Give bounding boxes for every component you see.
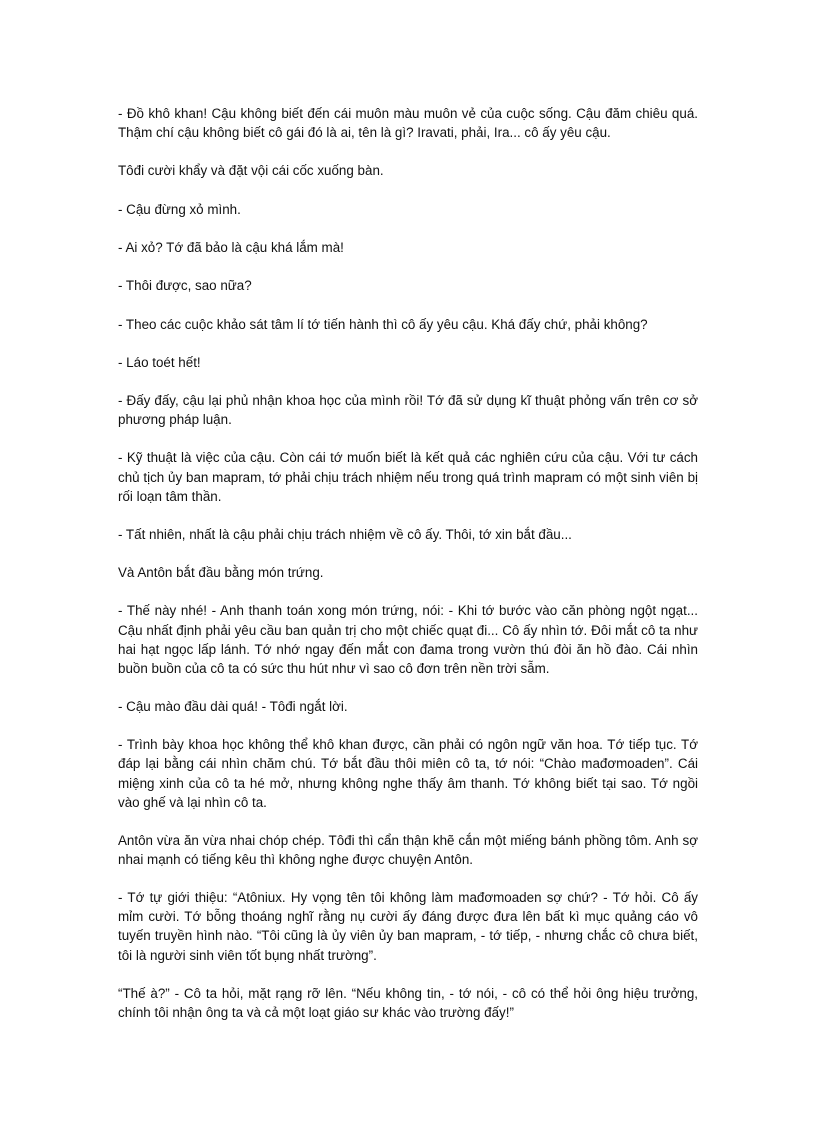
paragraph: - Đấy đấy, cậu lại phủ nhận khoa học của mình rồi! Tớ đã sử dụng kĩ thuật phỏng vấn trên cơ sở phương pháp luận. [118, 393, 698, 428]
paragraph: - Kỹ thuật là việc của cậu. Còn cái tớ muốn biết là kết quả các nghiên cứu của cậu. Với tư cách chủ tịch ủy ban mapram, tớ phải chịu trách nhiệm nếu trong quá trình mapram có một sinh viên bị rối loạn tâm thần. [118, 450, 698, 504]
document-page [118, 0, 698, 1041]
paragraph: - Cậu mào đầu dài quá! - Tôđi ngắt lời. [118, 699, 348, 715]
paragraph: - Trình bày khoa học không thể khô khan được, cần phải có ngôn ngữ văn hoa. Tớ tiếp tục. Tớ đáp lại bằng cái nhìn chăm chú. Tớ bắt đầu thôi miên cô ta, tớ nói: “Chào mađơmoaden”. Cái miệng xinh của cô ta hé mở, nhưng không nghe thấy âm thanh. Tớ không biết tại sao. Tớ ngồi vào ghế và lại nhìn cô ta. [118, 737, 698, 810]
paragraph: - Theo các cuộc khảo sát tâm lí tớ tiến hành thì cô ấy yêu cậu. Khá đấy chứ, phải không? [118, 316, 648, 332]
paragraph: Antôn vừa ăn vừa nhai chóp chép. Tôđi thì cẩn thận khẽ cắn một miếng bánh phồng tôm. Anh sợ nhai mạnh có tiếng kêu thì không nghe được chuyện Antôn. [118, 832, 698, 867]
paragraph: - Tất nhiên, nhất là cậu phải chịu trách nhiệm về cô ấy. Thôi, tớ xin bắt đầu... [118, 526, 572, 542]
paragraph: - Tớ tự giới thiệu: “Atôniux. Hy vọng tên tôi không làm mađơmoaden sợ chứ? - Tớ hỏi. Cô ấy mỉm cười. Tớ bỗng thoáng nghĩ rằng nụ cười ấy đáng được đưa lên bất kì mục quảng cáo vô tuyến truyền hình nào. “Tôi cũng là ủy viên ủy ban mapram, - tớ tiếp, - nhưng chắc cô chưa biết, tôi là người sinh viên tốt bụng nhất trường”. [118, 890, 698, 963]
paragraph: - Ai xỏ? Tớ đã bảo là cậu khá lắm mà! [118, 239, 344, 255]
paragraph: - Thôi được, sao nữa? [118, 278, 252, 294]
paragraph: - Đồ khô khan! Cậu không biết đến cái muôn màu muôn vẻ của cuộc sống. Cậu đăm chiêu quá. Thậm chí cậu không biết cô gái đó là ai, tên là gì? Iravati, phải, Ira... cô ấy yêu cậu. [118, 106, 698, 141]
paragraph: “Thế à?” - Cô ta hỏi, mặt rạng rỡ lên. “Nếu không tin, - tớ nói, - cô có thể hỏi ông hiệu trưởng, chính tôi nhận ông ta và cả một loạt giáo sư khác vào trường đấy!” [118, 985, 698, 1020]
paragraph: Tôđi cười khẩy và đặt vội cái cốc xuống bàn. [118, 163, 384, 179]
paragraph: Và Antôn bắt đầu bằng món trứng. [118, 565, 324, 581]
paragraph: - Láo toét hết! [118, 354, 201, 370]
paragraph: - Thế này nhé! - Anh thanh toán xong món trứng, nói: - Khi tớ bước vào căn phòng ngột ngạt... Cậu nhất định phải yêu cầu ban quản trị cho một chiếc quạt đi... Cô ấy nhìn tớ. Đôi mắt cô ta như hai hạt ngọc lấp lánh. Tớ nhớ ngay đến mắt con đama trong vườn thú đòi ăn hồ đào. Cái nhìn buồn buồn của cô ta có sức thu hút như vì sao cô đơn trên nền trời sẫm. [118, 603, 698, 676]
paragraph: - Cậu đừng xỏ mình. [118, 201, 241, 217]
